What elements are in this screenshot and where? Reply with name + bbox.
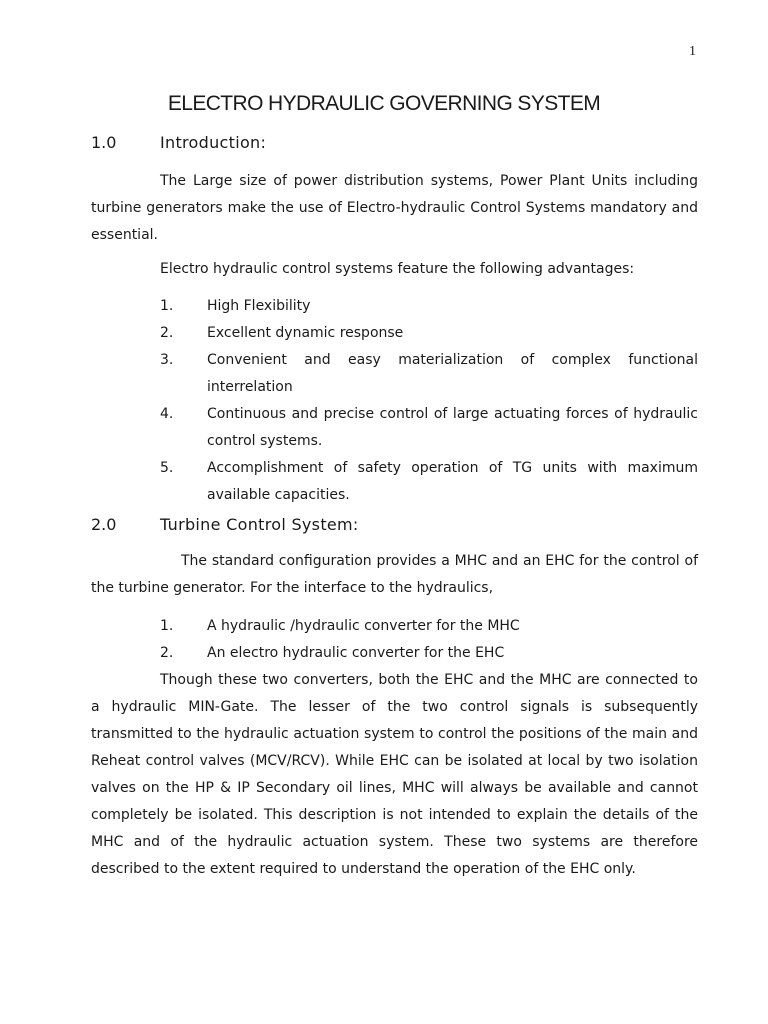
configuration-paragraph: The standard configuration provides a MHC and an EHC for the control of the turbine generator. For the interface to the hydraulics,	[91, 553, 698, 596]
list-item	[160, 613, 698, 640]
list-item	[160, 455, 698, 509]
list-item-text: An electro hydraulic converter for the EHC	[207, 645, 505, 661]
list-item	[160, 320, 698, 347]
list-item-number: 2.	[160, 645, 174, 661]
list-item-text: Excellent dynamic response	[207, 325, 404, 341]
list-item-number: 4.	[160, 406, 174, 422]
list-item-text: High Flexibility	[207, 298, 311, 314]
section-title: Turbine Control System:	[160, 515, 359, 534]
list-item-number: 5.	[160, 460, 174, 476]
page-number: 1	[689, 44, 696, 59]
section-number: 1.0	[91, 133, 117, 152]
list-item	[160, 640, 698, 667]
list-item-text: A hydraulic /hydraulic converter for the MHC	[207, 618, 520, 634]
converters-list	[160, 613, 698, 667]
list-item-number: 1.	[160, 618, 174, 634]
section-heading-turbine-control	[91, 515, 359, 534]
min-gate-paragraph: Though these two converters, both the EHC and the MHC are connected to a hydraulic MIN-Gate. The lesser of the two control signals is subsequently transmitted to the hydraulic actuation system to control the positions of the main and Reheat control valves (MCV/RCV). While EHC can be isolated at local by two isolation valves on the HP & IP Secondary oil lines, MHC will always be available and cannot completely be isolated. This description is not intended to explain the details of the MHC and of the hydraulic actuation system. These two systems are therefore described to the extent required to understand the operation of the EHC only.	[91, 672, 698, 877]
list-item-number: 3.	[160, 352, 174, 368]
list-item-text: Convenient and easy materialization of complex functional interrelation	[207, 352, 698, 395]
section-number: 2.0	[91, 515, 117, 534]
list-item	[160, 401, 698, 455]
list-item	[160, 293, 698, 320]
list-item-number: 1.	[160, 298, 174, 314]
section-heading-introduction	[91, 133, 266, 152]
list-item-number: 2.	[160, 325, 174, 341]
advantages-paragraph: Electro hydraulic control systems feature the following advantages:	[160, 261, 635, 277]
list-item	[160, 347, 698, 401]
document-title: ELECTRO HYDRAULIC GOVERNING SYSTEM	[167, 92, 601, 115]
advantages-list	[160, 293, 698, 509]
section-title: Introduction:	[160, 133, 267, 152]
list-item-text: Accomplishment of safety operation of TG units with maximum available capacities.	[207, 460, 698, 503]
intro-paragraph: The Large size of power distribution systems, Power Plant Units including turbine generators make the use of Electro-hydraulic Control Systems mandatory and essential.	[91, 173, 698, 243]
list-item-text: Continuous and precise control of large actuating forces of hydraulic control systems.	[207, 406, 698, 449]
